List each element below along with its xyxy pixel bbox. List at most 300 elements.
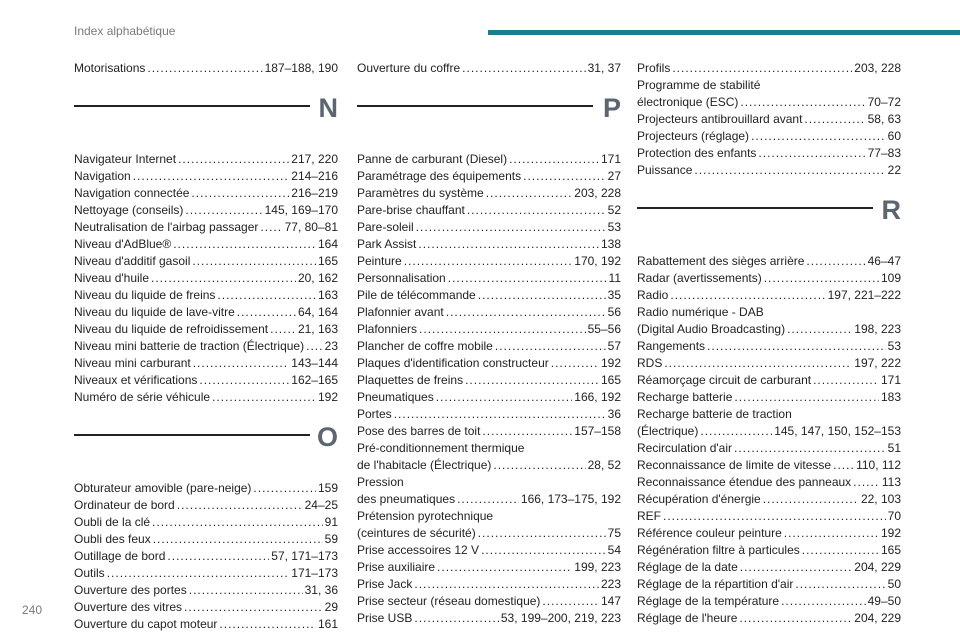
index-entry-pages: 171 xyxy=(880,373,901,387)
index-entry-pages: 198, 223 xyxy=(854,322,901,336)
index-entry-pages: 197, 221–222 xyxy=(827,288,901,302)
index-entry-label: (ceintures de sécurité) xyxy=(357,526,476,540)
index-column-1 xyxy=(74,60,338,633)
index-entry-pages: 60 xyxy=(887,129,901,143)
index-entry-pages: 55–56 xyxy=(587,322,621,336)
index-entry-label: Plafonnier avant xyxy=(357,305,444,319)
index-entry-line: Pression xyxy=(357,475,404,489)
index-entry-row xyxy=(357,542,621,559)
index-entry-pages: 56 xyxy=(607,305,621,319)
index-entry-label: Pneumatiques xyxy=(357,390,434,404)
dot-leader xyxy=(758,145,865,162)
dot-leader xyxy=(739,610,852,627)
index-entry-pages: 143–144 xyxy=(291,356,338,370)
index-entry xyxy=(74,389,338,406)
index-entry xyxy=(74,582,338,599)
index-entry-label: Rangements xyxy=(637,339,706,353)
index-entry xyxy=(74,270,338,287)
index-entry xyxy=(74,168,338,185)
index-entry xyxy=(357,372,621,389)
section-divider-line xyxy=(74,434,310,436)
index-entry xyxy=(637,145,901,162)
dot-leader xyxy=(152,514,323,531)
index-entry-label: Prise secteur (réseau domestique) xyxy=(357,594,541,608)
index-entry-label: Niveau mini carburant xyxy=(74,356,191,370)
index-entry-pages: 49–50 xyxy=(867,594,901,608)
index-entry-pages: 197, 222 xyxy=(854,356,901,370)
index-entry-pages: 214–216 xyxy=(291,169,338,183)
index-entry xyxy=(74,321,338,338)
page-number: 240 xyxy=(22,603,43,617)
index-entry-row xyxy=(357,168,621,185)
index-entry-label: Outillage de bord xyxy=(74,549,166,563)
index-entry xyxy=(74,497,338,514)
dot-leader xyxy=(418,236,599,253)
index-entry xyxy=(357,559,621,576)
index-entry-row xyxy=(74,185,338,202)
index-entry-label: Ouverture des vitres xyxy=(74,600,183,614)
dot-leader xyxy=(404,253,573,270)
dot-leader xyxy=(707,338,886,355)
index-entry-pages: 203, 228 xyxy=(854,61,901,75)
index-entry-row xyxy=(357,355,621,372)
index-entry-row xyxy=(637,355,901,372)
index-entry-row xyxy=(357,287,621,304)
index-entry xyxy=(357,474,621,508)
dot-leader xyxy=(542,593,599,610)
index-entry-row xyxy=(357,185,621,202)
dot-leader xyxy=(419,321,586,338)
index-entry-pages: 183 xyxy=(880,390,901,404)
dot-leader xyxy=(448,270,607,287)
index-entry-pages: 57 xyxy=(607,339,621,353)
dot-leader xyxy=(193,355,290,372)
index-entry-label: Ouverture du capot moteur xyxy=(74,617,218,631)
index-entry xyxy=(74,480,338,497)
dot-leader xyxy=(495,338,606,355)
index-entry-label: Paramétrage des équipements xyxy=(357,169,522,183)
index-entry-pages: 166, 173–175, 192 xyxy=(520,492,621,506)
index-entry-row xyxy=(637,474,901,491)
index-entry-label: (Électrique) xyxy=(637,424,699,438)
index-entry-pages: 20, 162 xyxy=(297,271,338,285)
index-entry-pages: 75 xyxy=(607,526,621,540)
index-entry-label: Navigation connectée xyxy=(74,186,190,200)
index-entry-row xyxy=(637,423,901,440)
index-entry-pages: 171–173 xyxy=(291,566,338,580)
index-entry xyxy=(637,576,901,593)
index-entry-line: Programme de stabilité xyxy=(637,78,761,92)
dot-leader xyxy=(795,576,885,593)
index-entry-row xyxy=(357,219,621,236)
index-entry-label: Numéro de série véhicule xyxy=(74,390,211,404)
dot-leader xyxy=(185,202,262,219)
index-entry-pages: 170, 192 xyxy=(574,254,621,268)
index-entry-row xyxy=(74,253,338,270)
dot-leader xyxy=(734,440,886,457)
section-letter: P xyxy=(602,93,621,123)
index-entry xyxy=(357,321,621,338)
index-entry-pages: 109 xyxy=(880,271,901,285)
index-entry xyxy=(74,304,338,321)
index-entry-pages: 27 xyxy=(607,169,621,183)
index-entry-label: Navigation xyxy=(74,169,131,183)
index-entry xyxy=(637,457,901,474)
header-accent-bar xyxy=(488,30,960,35)
index-entry-label: Référence couleur peinture xyxy=(637,526,782,540)
index-entry-label: Prise Jack xyxy=(357,577,413,591)
index-entry-pages: 91 xyxy=(324,515,338,529)
index-entry xyxy=(74,236,338,253)
index-entry-label: Pose des barres de toit xyxy=(357,424,481,438)
dot-leader xyxy=(763,491,859,508)
index-entry-label: Personnalisation xyxy=(357,271,446,285)
index-entry xyxy=(637,253,901,270)
index-entry-label: Prise USB xyxy=(357,611,413,625)
index-entry-pages: 31, 37 xyxy=(587,61,621,75)
index-entry-row xyxy=(637,593,901,610)
index-entry-row xyxy=(637,389,901,406)
dot-leader xyxy=(664,355,852,372)
section-heading-o xyxy=(74,422,338,462)
index-entry-pages: 52 xyxy=(607,203,621,217)
index-entry-pages: 145, 147, 150, 152–153 xyxy=(774,424,901,438)
index-entry-pages: 70 xyxy=(887,509,901,523)
index-entry xyxy=(74,287,338,304)
index-entry-label: Réglage de la température xyxy=(637,594,780,608)
index-entry xyxy=(357,593,621,610)
index-entry-label: Paramètres du système xyxy=(357,186,484,200)
index-entry xyxy=(637,304,901,338)
index-entry-label: REF xyxy=(637,509,661,523)
index-entry-label: Obturateur amovible (pare-neige) xyxy=(74,481,252,495)
index-entry-pages: 145, 169–170 xyxy=(264,203,338,217)
dot-leader xyxy=(493,457,585,474)
index-entry-pages: 29 xyxy=(324,600,338,614)
index-entry-pages: 223 xyxy=(600,577,621,591)
index-entry xyxy=(357,542,621,559)
index-entry xyxy=(357,287,621,304)
index-entry-label: Plancher de coffre mobile xyxy=(357,339,493,353)
dot-leader xyxy=(467,202,606,219)
index-column-3 xyxy=(637,60,901,627)
dot-leader xyxy=(478,525,606,542)
index-entry-label: Protection des enfants xyxy=(637,146,757,160)
index-entry-row xyxy=(74,599,338,616)
index-entry-pages: 157–158 xyxy=(574,424,621,438)
index-entry-pages: 199, 223 xyxy=(574,560,621,574)
index-entry xyxy=(637,525,901,542)
index-entry-row xyxy=(637,338,901,355)
dot-leader xyxy=(416,219,606,236)
index-entry-pages: 70–72 xyxy=(867,95,901,109)
index-entry-row xyxy=(357,525,621,542)
index-entry-label: Régénération filtre à particules xyxy=(637,543,800,557)
index-entry-row xyxy=(74,236,338,253)
dot-leader xyxy=(806,253,865,270)
section-letter: R xyxy=(881,195,901,225)
dot-leader xyxy=(670,287,825,304)
index-entry-row xyxy=(637,270,901,287)
dot-leader xyxy=(212,389,316,406)
dot-leader xyxy=(173,236,316,253)
index-entry xyxy=(357,219,621,236)
index-entry-row xyxy=(357,576,621,593)
index-entry-row xyxy=(357,389,621,406)
index-entry-label: Oubli des feux xyxy=(74,532,151,546)
dot-leader xyxy=(751,128,886,145)
index-entry xyxy=(74,616,338,633)
index-entry-pages: 77, 80–81 xyxy=(284,220,338,234)
index-entry xyxy=(357,60,621,77)
index-entry xyxy=(357,185,621,202)
dot-leader xyxy=(509,151,599,168)
index-entry-label: Reconnaissance de limite de vitesse xyxy=(637,458,832,472)
index-entry-row xyxy=(637,525,901,542)
index-entry-label: Récupération d'énergie xyxy=(637,492,761,506)
index-entry-label: Navigateur Internet xyxy=(74,152,177,166)
index-entry-row xyxy=(357,406,621,423)
index-entry xyxy=(74,185,338,202)
index-entry-label: Niveau mini batterie de traction (Électrique) xyxy=(74,339,305,353)
index-entry-row xyxy=(357,270,621,287)
index-entry-pages: 204, 229 xyxy=(854,611,901,625)
index-entry-label: Outils xyxy=(74,566,105,580)
index-entry-row xyxy=(74,548,338,565)
index-entry-pages: 21, 163 xyxy=(297,322,338,336)
index-entry-pages: 46–47 xyxy=(867,254,901,268)
index-entry xyxy=(74,202,338,219)
index-entry-row xyxy=(637,94,901,111)
index-entry-row xyxy=(74,219,338,236)
dot-leader xyxy=(167,548,269,565)
index-entry-row xyxy=(74,565,338,582)
dot-leader xyxy=(437,559,572,576)
index-entry xyxy=(637,491,901,508)
index-entry-pages: 165 xyxy=(317,254,338,268)
index-entry xyxy=(637,559,901,576)
index-entry-label: Niveau du liquide de lave-vitre xyxy=(74,305,235,319)
index-entry-row xyxy=(637,253,901,270)
index-entry xyxy=(357,270,621,287)
index-entry xyxy=(637,508,901,525)
dot-leader xyxy=(486,185,573,202)
dot-leader xyxy=(787,321,852,338)
index-entry-row xyxy=(74,480,338,497)
index-entry xyxy=(74,151,338,168)
index-entry-row xyxy=(74,582,338,599)
index-entry xyxy=(74,355,338,372)
dot-leader xyxy=(663,508,886,525)
index-entry xyxy=(637,355,901,372)
index-entry-pages: 165 xyxy=(880,543,901,557)
dot-leader xyxy=(107,565,290,582)
index-entry xyxy=(357,168,621,185)
dot-leader xyxy=(694,162,885,179)
dot-leader xyxy=(178,151,289,168)
index-entry-label: Niveaux et vérifications xyxy=(74,373,198,387)
index-entry-label: Motorisations xyxy=(74,61,146,75)
index-entry xyxy=(357,253,621,270)
dot-leader xyxy=(436,389,573,406)
index-entry-label: Plafonniers xyxy=(357,322,418,336)
index-entry-line: Radio numérique - DAB xyxy=(637,305,764,319)
index-entry-label: Ouverture des portes xyxy=(74,583,187,597)
index-entry-pages: 163 xyxy=(317,288,338,302)
index-entry-label: Peinture xyxy=(357,254,402,268)
dot-leader xyxy=(219,616,316,633)
index-entry-label: Réamorçage circuit de carburant xyxy=(637,373,812,387)
index-entry-pages: 138 xyxy=(600,237,621,251)
index-entry xyxy=(637,474,901,491)
index-entry-row xyxy=(74,389,338,406)
index-entry xyxy=(637,610,901,627)
index-entry-label: Ordinateur de bord xyxy=(74,498,175,512)
index-entry xyxy=(637,270,901,287)
index-entry-line: Recharge batterie de traction xyxy=(637,407,792,421)
index-entry-pages: 54 xyxy=(607,543,621,557)
dot-leader xyxy=(151,270,296,287)
index-entry-label: Prise accessoires 12 V xyxy=(357,543,480,557)
index-column-2 xyxy=(357,60,621,627)
index-entry xyxy=(637,440,901,457)
index-entry xyxy=(357,576,621,593)
index-entry-pages: 28, 52 xyxy=(587,458,621,472)
index-entry xyxy=(357,406,621,423)
index-entry xyxy=(74,548,338,565)
index-entry xyxy=(357,508,621,542)
index-entry xyxy=(357,202,621,219)
index-entry-pages: 53 xyxy=(887,339,901,353)
index-entry-line: Prétension pyrotechnique xyxy=(357,509,494,523)
dot-leader xyxy=(253,480,316,497)
index-entry-pages: 171 xyxy=(600,152,621,166)
index-entry-line: Pré-conditionnement thermique xyxy=(357,441,525,455)
index-entry-pages: 165 xyxy=(600,373,621,387)
index-entry-label: Pare-soleil xyxy=(357,220,414,234)
dot-leader xyxy=(784,525,879,542)
index-entry-row xyxy=(357,60,621,77)
index-entry-label: électronique (ESC) xyxy=(637,95,739,109)
dot-leader xyxy=(551,355,599,372)
index-entry-row xyxy=(637,491,901,508)
dot-leader xyxy=(394,406,606,423)
index-entry xyxy=(357,304,621,321)
index-entry-label: Panne de carburant (Diesel) xyxy=(357,152,508,166)
index-entry-pages: 166, 192 xyxy=(574,390,621,404)
section-letter: N xyxy=(318,93,338,123)
index-entry-label: Projecteurs (réglage) xyxy=(637,129,750,143)
index-entry xyxy=(637,60,901,77)
index-entry xyxy=(357,440,621,474)
index-entry-label: Portes xyxy=(357,407,392,421)
index-entry xyxy=(357,338,621,355)
index-entry-row xyxy=(74,514,338,531)
dot-leader xyxy=(853,474,880,491)
index-entry-pages: 59 xyxy=(324,532,338,546)
dot-leader xyxy=(478,287,606,304)
index-entry xyxy=(74,253,338,270)
dot-leader xyxy=(482,423,572,440)
index-entry-row xyxy=(637,111,901,128)
index-entry-row xyxy=(637,128,901,145)
index-entry-pages: 187–188, 190 xyxy=(264,61,338,75)
index-entry xyxy=(637,287,901,304)
index-entry-pages: 53 xyxy=(607,220,621,234)
index-entry xyxy=(74,514,338,531)
dot-leader xyxy=(740,559,853,576)
index-entry xyxy=(74,599,338,616)
index-entry-pages: 204, 229 xyxy=(854,560,901,574)
index-entry-label: Recirculation d'air xyxy=(637,441,732,455)
index-entry-pages: 192 xyxy=(880,526,901,540)
index-entry-pages: 77–83 xyxy=(867,146,901,160)
index-entry-row xyxy=(357,338,621,355)
dot-leader xyxy=(833,457,854,474)
index-entry-row xyxy=(357,457,621,474)
dot-leader xyxy=(270,321,296,338)
index-entry-label: Neutralisation de l'airbag passager xyxy=(74,220,259,234)
index-entry-row xyxy=(637,457,901,474)
index-entry-pages: 164 xyxy=(317,237,338,251)
index-entry-label: Ouverture du coffre xyxy=(357,61,461,75)
dot-leader xyxy=(813,372,879,389)
index-entry-row xyxy=(74,531,338,548)
index-entry-row xyxy=(74,497,338,514)
index-entry-pages: 35 xyxy=(607,288,621,302)
index-entry xyxy=(74,338,338,355)
index-entry xyxy=(637,593,901,610)
index-entry-row xyxy=(637,287,901,304)
index-entry-row xyxy=(74,321,338,338)
index-entry-row xyxy=(74,372,338,389)
index-entry-row xyxy=(637,610,901,627)
index-entry-label: RDS xyxy=(637,356,663,370)
dot-leader xyxy=(804,111,865,128)
index-entry-row xyxy=(637,559,901,576)
index-entry-label: Niveau d'AdBlue® xyxy=(74,237,172,251)
index-entry xyxy=(357,151,621,168)
index-entry-row xyxy=(357,593,621,610)
index-entry-label: Niveau du liquide de freins xyxy=(74,288,216,302)
dot-leader xyxy=(260,219,282,236)
section-divider-line xyxy=(357,105,593,107)
index-entry xyxy=(74,565,338,582)
dot-leader xyxy=(764,270,879,287)
index-entry-pages: 53, 199–200, 219, 223 xyxy=(500,611,621,625)
index-entry xyxy=(637,406,901,440)
index-entry-label: Nettoyage (conseils) xyxy=(74,203,184,217)
index-entry-pages: 50 xyxy=(887,577,901,591)
index-entry xyxy=(637,389,901,406)
dot-leader xyxy=(465,372,599,389)
dot-leader xyxy=(177,497,303,514)
index-entry-pages: 113 xyxy=(881,475,901,489)
dot-leader xyxy=(184,599,323,616)
dot-leader xyxy=(192,253,316,270)
index-entry-label: Projecteurs antibrouillard avant xyxy=(637,112,803,126)
index-entry-row xyxy=(74,270,338,287)
index-entry xyxy=(357,389,621,406)
index-entry xyxy=(74,219,338,236)
index-entry-label: Puissance xyxy=(637,163,693,177)
dot-leader xyxy=(191,185,289,202)
index-entry xyxy=(637,338,901,355)
section-heading-p xyxy=(357,93,621,133)
index-entry-row xyxy=(74,616,338,633)
dot-leader xyxy=(523,168,606,185)
index-entry-label: Prise auxiliaire xyxy=(357,560,436,574)
